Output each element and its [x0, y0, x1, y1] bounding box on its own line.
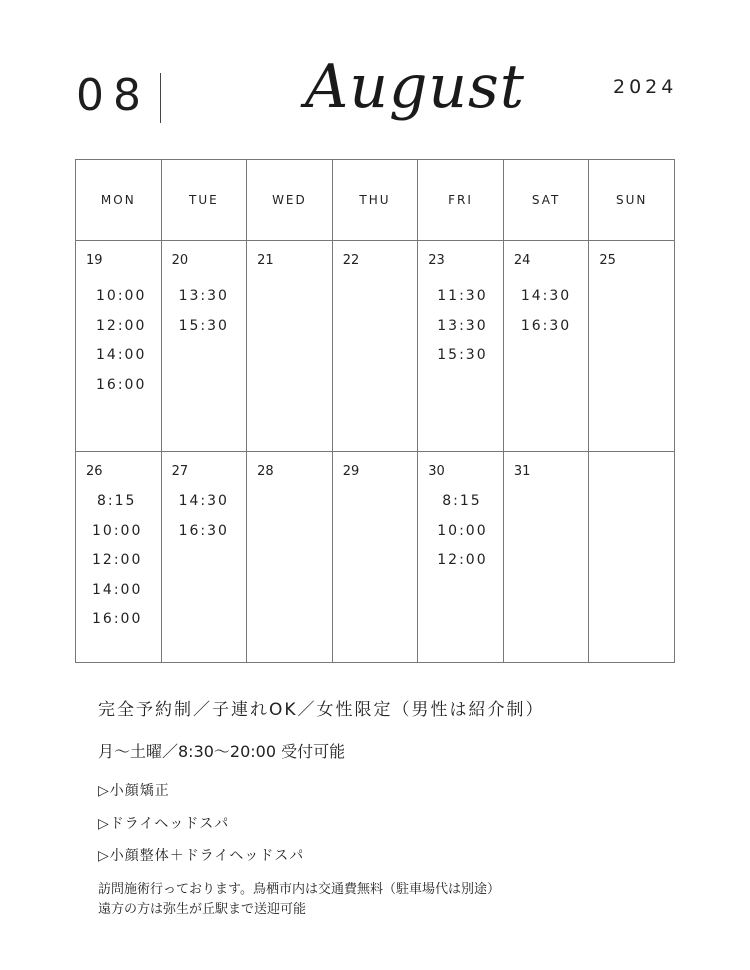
time-slot[interactable]: 15:30 — [178, 317, 229, 334]
date-number: 23 — [428, 253, 445, 268]
time-slot[interactable]: 12:00 — [96, 317, 147, 334]
day-cell[interactable] — [418, 241, 504, 452]
time-slot[interactable]: 13:30 — [437, 317, 488, 334]
day-cell[interactable] — [76, 241, 162, 452]
date-number: 24 — [513, 253, 531, 268]
time-slot[interactable]: 8:15 — [97, 493, 137, 509]
date-number: 31 — [513, 464, 531, 479]
visit-note-line: 遠方の方は弥生が丘駅まで送迎可能 — [98, 902, 307, 917]
month-number: 08 — [76, 70, 150, 121]
time-slot[interactable]: 14:00 — [92, 581, 143, 598]
date-number: 19 — [86, 253, 103, 268]
weekday-tue: TUE — [161, 160, 247, 241]
weekday-sun: SUN — [589, 160, 675, 241]
time-slot[interactable]: 16:30 — [520, 317, 572, 334]
menu-item: ▷小顔矯正 — [98, 783, 170, 799]
day-cell[interactable] — [76, 452, 162, 663]
day-cell[interactable] — [247, 241, 333, 452]
date-number: 26 — [86, 464, 103, 479]
month-name: August — [305, 52, 525, 122]
day-cell[interactable] — [589, 241, 675, 452]
weekday-sat: SAT — [503, 160, 589, 241]
day-cell[interactable] — [503, 452, 589, 663]
year: 2024 — [613, 76, 678, 98]
time-slot[interactable]: 15:30 — [437, 347, 488, 363]
time-slot[interactable]: 16:00 — [92, 611, 143, 627]
time-slot[interactable]: 8:15 — [442, 493, 482, 509]
date-number: 28 — [257, 464, 274, 479]
date-number: 27 — [171, 464, 189, 479]
week-row — [76, 241, 675, 452]
time-slot[interactable]: 16:30 — [178, 522, 229, 539]
time-slot[interactable]: 14:00 — [96, 347, 147, 363]
weekday-fri: FRI — [418, 160, 504, 241]
day-cell[interactable] — [332, 452, 418, 663]
day-cell[interactable] — [161, 452, 247, 663]
day-cell[interactable] — [247, 452, 333, 663]
time-slot[interactable]: 13:30 — [178, 288, 229, 304]
day-cell[interactable] — [161, 241, 247, 452]
menu-item: ▷小顔整体＋ドライヘッドスパ — [98, 848, 305, 864]
time-slot[interactable]: 14:30 — [178, 493, 229, 509]
policy-text: 完全予約制／子連れOK／女性限定（男性は紹介制） — [98, 700, 545, 720]
header-divider — [160, 73, 161, 123]
time-slot[interactable]: 12:00 — [92, 552, 143, 568]
time-slot[interactable]: 10:00 — [437, 522, 488, 539]
week-row — [76, 452, 675, 663]
time-slot[interactable]: 12:00 — [437, 552, 488, 568]
visit-note — [98, 880, 500, 920]
time-slot[interactable]: 14:30 — [520, 288, 572, 304]
weekday-header-row — [76, 160, 675, 241]
date-number: 21 — [257, 253, 274, 268]
day-cell-empty — [589, 452, 675, 663]
date-number: 20 — [171, 253, 189, 268]
date-number: 30 — [428, 464, 445, 479]
hours-text: 月〜土曜／8:30〜20:00 受付可能 — [98, 742, 346, 761]
visit-note-line: 訪問施術行っております。鳥栖市内は交通費無料（駐車場代は別途） — [98, 882, 500, 897]
day-cell[interactable] — [503, 241, 589, 452]
date-number: 25 — [599, 253, 616, 268]
weekday-wed: WED — [247, 160, 333, 241]
date-number: 22 — [342, 253, 360, 268]
date-number: 29 — [342, 464, 360, 479]
weekday-thu: THU — [332, 160, 418, 241]
calendar-table — [75, 159, 675, 663]
menu-item: ▷ドライヘッドスパ — [98, 816, 230, 832]
weekday-mon: MON — [76, 160, 162, 241]
time-slot[interactable]: 11:30 — [437, 288, 488, 304]
day-cell[interactable] — [418, 452, 504, 663]
time-slot[interactable]: 16:00 — [96, 376, 147, 393]
time-slot[interactable]: 10:00 — [92, 522, 143, 539]
day-cell[interactable] — [332, 241, 418, 452]
time-slot[interactable]: 10:00 — [96, 288, 147, 304]
